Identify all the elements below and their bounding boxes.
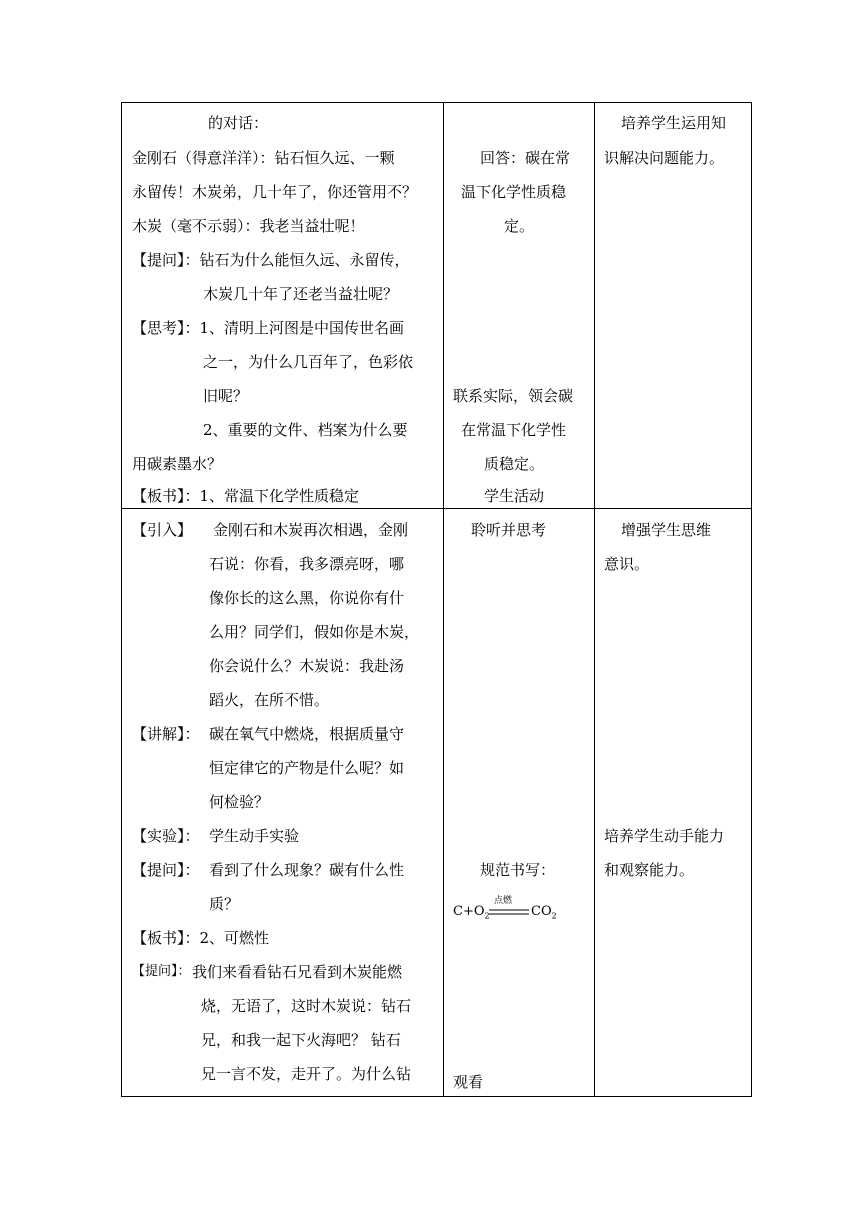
equation-reactants: $C+O_2$ — [453, 904, 490, 921]
text-line: 规范书写： — [480, 861, 556, 879]
text-line: 定。 — [504, 217, 535, 235]
text-line: 【提问】： — [132, 861, 200, 879]
text-line: 碳在氧气中燃烧，根据质量守 — [209, 725, 405, 743]
text-line: 旧呢？ — [203, 387, 249, 405]
text-line: 兄，和我一起下火海吧？ 钻石 — [201, 1031, 401, 1049]
text-line: 永留传！木炭弟，几十年了，你还管用不？ — [132, 183, 418, 201]
text-line: 2、重要的文件、档案为什么要 — [203, 421, 408, 439]
text-line: 的对话： — [208, 114, 269, 132]
text-line: 像你长的这么黑，你说你有什 — [209, 589, 405, 607]
text-line: 质稳定。 — [484, 455, 545, 473]
text-line: 温下化学性质稳 — [461, 183, 567, 201]
text-line: 你会说什么？木炭说：我赴汤 — [209, 657, 405, 675]
text-line: 学生动手实验 — [209, 827, 300, 845]
text-line: 金刚石和木炭再次相遇，金刚 — [213, 521, 409, 539]
text-line: 培养学生动手能力 — [604, 827, 725, 845]
text-line: 兄一言不发，走开了。为什么钻 — [201, 1065, 412, 1083]
row-divider — [122, 508, 751, 509]
column-divider — [594, 103, 595, 1096]
equals-sign-icon — [489, 908, 529, 916]
text-line: 培养学生运用知 — [621, 114, 727, 132]
text-line: 【思考】：1、清明上河图是中国传世名画 — [132, 319, 405, 337]
text-line: 么用？同学们，假如你是木炭， — [209, 623, 420, 641]
text-line: 【引入】 — [132, 521, 193, 539]
text-line: 学生活动 — [484, 487, 545, 505]
text-line: 增强学生思维 — [621, 521, 712, 539]
text-line: 【实验】： — [132, 827, 200, 845]
text-line: 我们来看看钻石兄看到木炭能燃 — [192, 963, 403, 981]
text-line: 联系实际，领会碳 — [453, 387, 574, 405]
text-line: 木炭几十年了还老当益壮呢？ — [203, 285, 399, 303]
text-line: 和观察能力。 — [604, 861, 695, 879]
text-line: 看到了什么现象？碳有什么性 — [209, 861, 405, 879]
text-line: 金刚石（得意洋洋）：钻石恒久远、一颗 — [132, 149, 395, 167]
text-line: 识解决问题能力。 — [604, 149, 725, 167]
text-line: 之一，为什么几百年了，色彩依 — [203, 353, 414, 371]
text-line: 何检验？ — [209, 793, 270, 811]
text-line: 在常温下化学性 — [461, 421, 567, 439]
equation-product: $CO_2$ — [531, 904, 557, 921]
reaction-condition: 点燃 — [494, 896, 513, 906]
column-divider — [443, 103, 444, 1096]
text-line: 意识。 — [604, 555, 650, 573]
text-line: 质？ — [209, 895, 240, 913]
text-line: 【板书】：1、常温下化学性质稳定 — [132, 487, 360, 505]
text-line: 回答：碳在常 — [480, 149, 571, 167]
text-line: 聆听并思考 — [471, 521, 547, 539]
text-line: 蹈火，在所不惜。 — [209, 691, 330, 709]
lesson-plan-table — [121, 102, 752, 1097]
text-line: 【提问】：钻石为什么能恒久远、永留传， — [132, 251, 410, 269]
text-line: 石说：你看，我多漂亮呀，哪 — [209, 555, 405, 573]
text-line: 木炭（毫不示弱）：我老当益壮呢！ — [132, 217, 365, 235]
text-line: 烧，无语了，这时木炭说：钻石 — [201, 997, 412, 1015]
text-line: 【板书】：2、可燃性 — [132, 929, 270, 947]
text-line: 用碳素墨水？ — [132, 455, 223, 473]
text-line: 【讲解】： — [132, 725, 200, 743]
text-line: 恒定律它的产物是什么呢？如 — [209, 759, 405, 777]
text-line: 【提问】： — [132, 964, 191, 979]
text-line: 观看 — [453, 1073, 484, 1091]
chemical-equation — [453, 898, 563, 922]
